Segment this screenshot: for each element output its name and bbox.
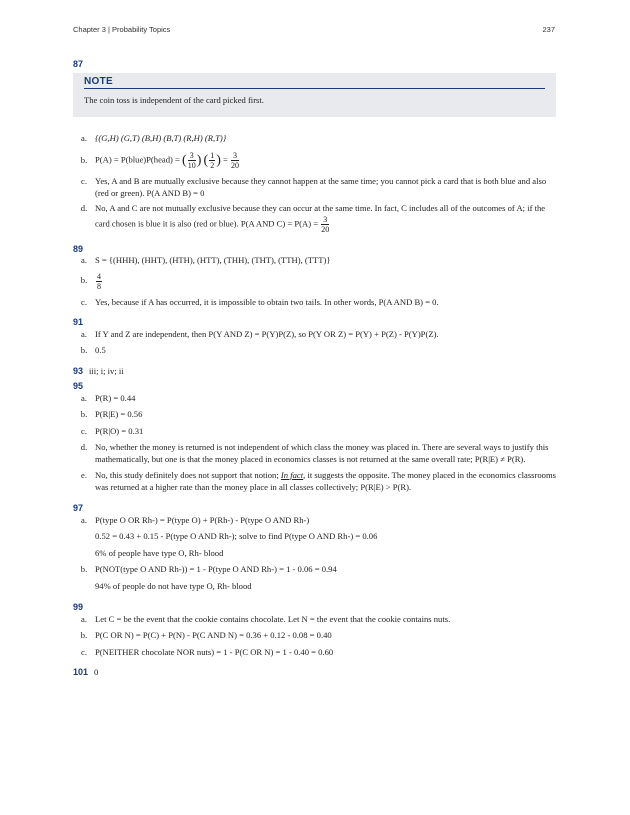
fraction: $\frac{3}{20}$: [231, 151, 240, 170]
answer-95d: d. No, whether the money is returned is not independent of which class the money was placed in. There are several ways to justify this mathematically, but one is that the money placed in economics classes is not returned at the same overall rate; P(R|E) ≠ P(R).: [80, 442, 549, 464]
answer-89a: a. S = {(HHH), (HHT), (HTH), (HTT), (THH), (THT), (TTH), (TTT)}: [81, 255, 331, 265]
note-title: NOTE: [84, 76, 545, 90]
question-number: 99: [73, 602, 84, 612]
answer-87c: c. Yes, A and B are mutually exclusive because they cannot happen at the same time; you cannot pick a card that is both blue and also (red or green). P(A AND B) = 0: [81, 176, 547, 198]
answer-101: 101 0: [73, 667, 99, 677]
answer-99: [73, 602, 556, 658]
equation-text: P(A) = P(blue)P(head) =: [95, 154, 180, 165]
answer-91: [73, 317, 556, 357]
question-number: 89: [73, 243, 84, 254]
fraction: $\frac{1}{2}$: [210, 151, 215, 170]
running-header-chapter: Chapter 3 | Probability Topics: [73, 25, 171, 34]
question-number: 87: [73, 59, 84, 69]
answer-89: [73, 244, 556, 309]
question-number: 97: [73, 503, 84, 513]
note-box: [73, 73, 556, 117]
answer-95c: c. P(R|O) = 0.31: [81, 425, 144, 436]
answer-91b: b. 0.5: [80, 345, 106, 355]
answer-95b: b. P(R|E) = 0.56: [80, 409, 143, 419]
note-text: The coin toss is independent of the card picked first.: [84, 95, 264, 105]
fraction: $\frac{3}{20}$: [321, 214, 330, 234]
answer-99b: b. P(C OR N) = P(C) + P(N) - P(C AND N) = 0.36 + 0.12 - 0.08 = 0.40: [80, 630, 332, 640]
answer-95e: e. No, this study definitely does not support that notion; In fact, it suggests the opposite. The money placed in the economics classrooms was returned at a higher rate than the money place in all classes collectively; P(R|E) > P(R).: [81, 470, 556, 492]
answer-95: [73, 381, 556, 493]
answer-89b: b. $\frac{4}{8}$: [80, 271, 101, 291]
fraction: $\frac{3}{10}$: [187, 151, 196, 170]
answer-87b: b. P(A) = P(blue)P(head) = ( $\frac{3}{10}$ ) ( $\frac{1}{2}$ ) = $\frac{3}{20}$: [80, 151, 240, 170]
answer-97b: b. P(NOT(type O AND Rh-)) = 1 - P(type O AND Rh-) = 1 - 0.06 = 0.94 94% of people do not have type O, Rh- blood: [80, 564, 337, 591]
fraction: $\frac{4}{8}$: [97, 271, 101, 291]
answer-95a: a. P(R) = 0.44: [81, 392, 136, 403]
answer-91a: a. If Y and Z are independent, then P(Y AND Z) = P(Y)P(Z), so P(Y OR Z) = P(Y) + P(Z) - P(Y)P(Z).: [81, 328, 439, 339]
question-number: 91: [73, 317, 84, 327]
answer-89c: c. Yes, because if A has occurred, it is impossible to obtain two tails. In other words, P(A AND B) = 0.: [81, 296, 439, 307]
answer-key: [73, 59, 556, 679]
answer-87a: a. {(G,H) (G,T) (B,H) (B,T) (R,H) (R,T)}: [81, 132, 227, 143]
answer-87d: d. No, A and C are not mutually exclusive because they can occur at the same time. In fact, C includes all of the outcomes of A; if the card chosen is blue it is also (red or blue). P(A AND C) = P(A) = $\frac{3}{20}$: [80, 203, 546, 234]
answer-97: [73, 503, 556, 592]
question-number: 95: [73, 381, 84, 391]
page-number: 237: [542, 25, 555, 34]
question-number: 93: [73, 365, 84, 376]
answer-87: [73, 59, 556, 234]
answer-93: 93 iii; i; iv; ii: [73, 365, 124, 376]
question-number: 101: [73, 667, 89, 677]
answer-97a: a. P(type O OR Rh-) = P(type O) + P(Rh-) - P(type O AND Rh-) 0.52 = 0.43 + 0.15 - P(type O AND Rh-); solve to find P(type O AND Rh-) = 0.06 6% of people have type O, Rh- blood: [81, 514, 378, 558]
answer-99c: c. P(NEITHER chocolate NOR nuts) = 1 - P(C OR N) = 1 - 0.40 = 0.60: [81, 646, 334, 657]
answer-99a: a. Let C = be the event that the cookie contains chocolate. Let N = the event that the cookie contains nuts.: [81, 613, 451, 624]
